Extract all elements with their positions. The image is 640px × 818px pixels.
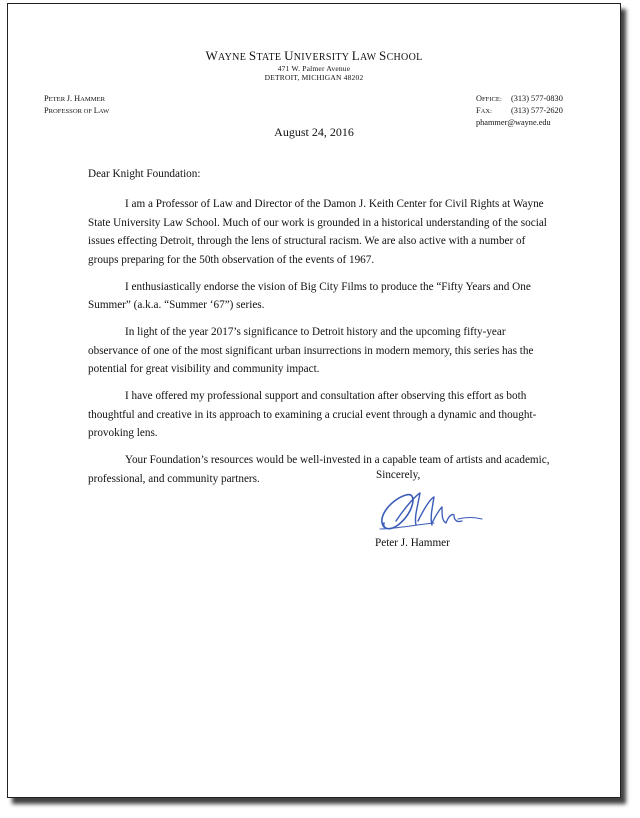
office-phone: (313) 577-0830 bbox=[511, 94, 563, 103]
lettering-part: S bbox=[248, 48, 257, 63]
lettering-part: AYNE bbox=[218, 52, 249, 63]
fax-label bbox=[476, 105, 511, 117]
institution-street: 471 W. Palmer Avenue bbox=[277, 64, 351, 73]
sender-block bbox=[44, 93, 109, 117]
letter-date: August 24, 2016 bbox=[274, 125, 354, 139]
lettering-part: ETER bbox=[48, 96, 67, 103]
email-address: phammer@wayne.edu bbox=[476, 118, 551, 127]
lettering-part: TATE bbox=[256, 52, 285, 63]
signer-name: Peter J. Hammer bbox=[375, 537, 450, 549]
lettering-part: P bbox=[44, 94, 49, 103]
institution-city: DETROIT, MICHIGAN 48202 bbox=[264, 73, 364, 82]
lettering-part: CHOOL bbox=[386, 52, 423, 63]
closing: Sincerely, bbox=[376, 469, 421, 481]
signature-strokes bbox=[380, 493, 482, 529]
sender-name bbox=[44, 93, 109, 105]
contact-block bbox=[476, 93, 563, 128]
lettering-part: J. H bbox=[66, 94, 81, 103]
body-paragraph: In light of the year 2017’s significance to Detroit history and the upcoming fifty-year observance of one of the most significant urban insurrections in modern memory, this series has the potential for great visibility and community impact. bbox=[88, 326, 534, 375]
lettering-part: U bbox=[284, 48, 294, 63]
body-paragraph: I have offered my professional support and consultation after observing this effort as both thoughtful and creative in its approach to examining a crucial event through a dynamic and thought-provoking lens. bbox=[88, 390, 537, 439]
lettering-part: P bbox=[44, 106, 49, 115]
lettering-part: AW bbox=[359, 52, 380, 63]
lettering-part: W bbox=[205, 48, 219, 63]
lettering-part: AW bbox=[98, 108, 110, 115]
lettering-part: ROFESSOR OF bbox=[48, 108, 94, 115]
office-label bbox=[476, 93, 511, 105]
lettering-part: L bbox=[351, 48, 360, 63]
institution-name bbox=[8, 48, 620, 64]
body-paragraph: I enthusiastically endorse the vision of Big City Films to produce the “Fifty Years and One Summer” (a.k.a. “Summer ‘67”) series. bbox=[88, 280, 531, 311]
body-paragraph: Your Foundation’s resources would be well-invested in a capable team of artists and academic, professional, and community partners. bbox=[88, 454, 550, 485]
lettering-part: AX: bbox=[480, 108, 492, 115]
lettering-part: FFICE: bbox=[482, 96, 502, 103]
fax-phone: (313) 577-2620 bbox=[511, 106, 563, 115]
letter-page bbox=[7, 3, 621, 798]
salutation: Dear Knight Foundation: bbox=[88, 168, 201, 180]
lettering-part: F bbox=[476, 106, 481, 115]
lettering-part: O bbox=[476, 94, 482, 103]
body-paragraph: I am a Professor of Law and Director of the Damon J. Keith Center for Civil Rights at Wayne State University Law School. Much of our work is grounded in a historical understanding of the social issues effecting Detroit, through the lens of structural racism. We are also active with a number of groups preparing for the 50th observation of the events of 1967. bbox=[88, 198, 547, 266]
lettering-part: AMMER bbox=[80, 96, 106, 103]
lettering-part: L bbox=[93, 106, 99, 115]
letter-body bbox=[88, 165, 558, 497]
lettering-part: NIVERSITY bbox=[293, 52, 352, 63]
lettering-part: S bbox=[379, 48, 387, 63]
sender-title bbox=[44, 105, 109, 117]
signature-image bbox=[374, 487, 486, 537]
